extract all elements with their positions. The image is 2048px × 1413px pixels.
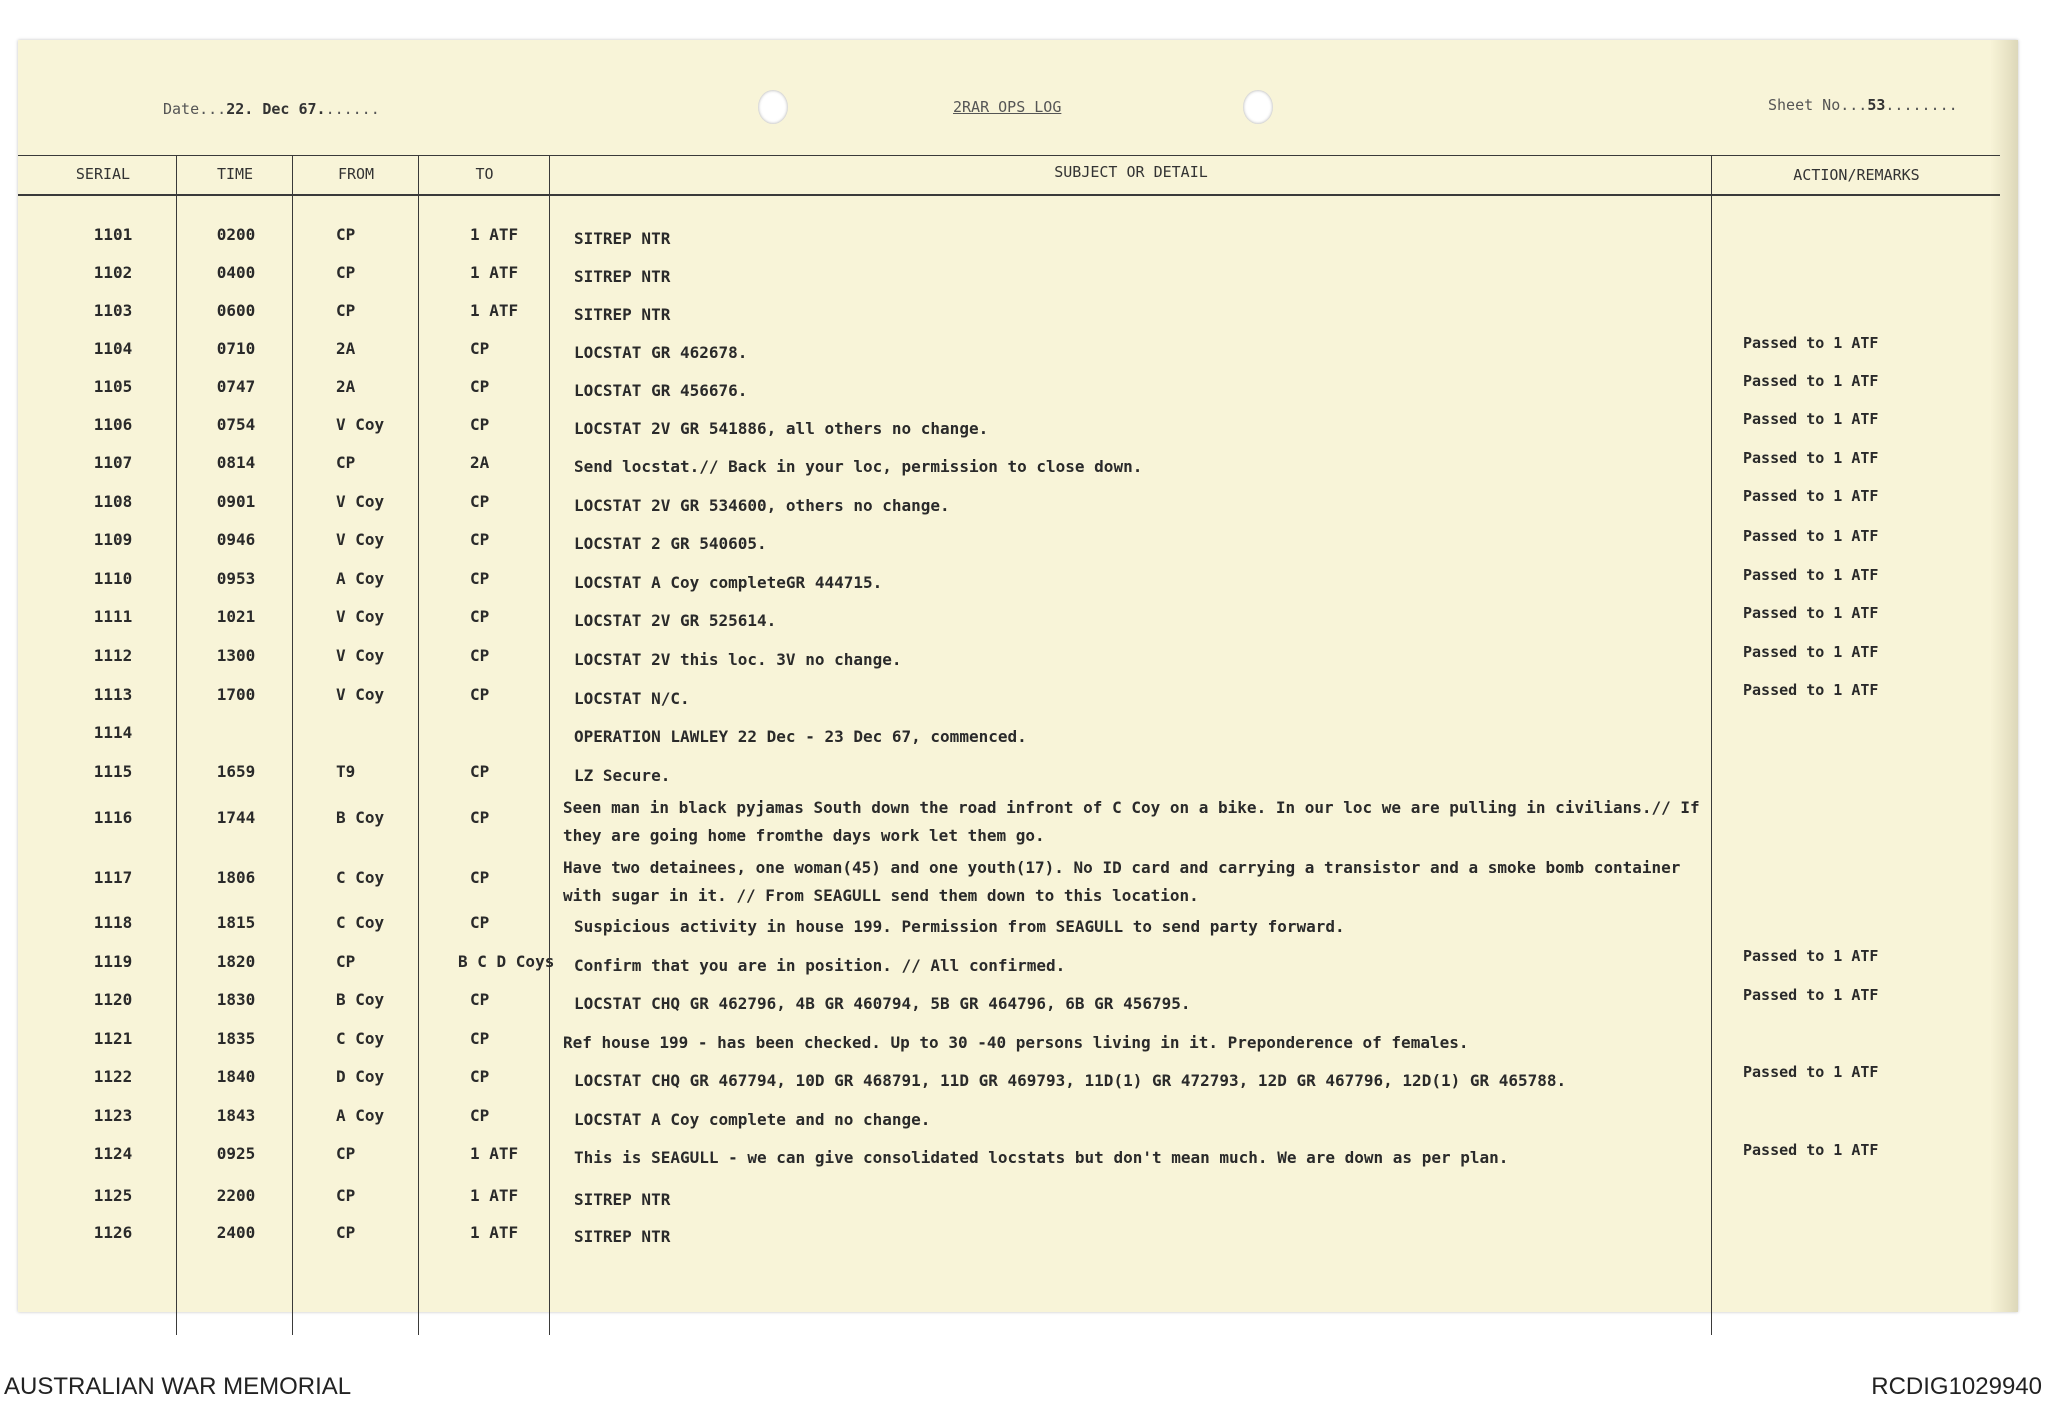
divider-from <box>418 155 419 1335</box>
serial-cell: 1125 <box>93 1186 133 1205</box>
serial-cell: 1109 <box>93 530 133 549</box>
punch-hole-left <box>758 90 788 124</box>
from-cell: CP <box>336 1223 356 1242</box>
time-cell: 1300 <box>216 646 256 665</box>
action-cell: Passed to 1 ATF <box>1743 487 1879 505</box>
to-cell: CP <box>470 607 490 626</box>
time-cell: 1021 <box>216 607 256 626</box>
serial-cell: 1115 <box>93 762 133 781</box>
subject-cell: LOCSTAT 2 GR 540605. <box>574 534 767 553</box>
subject-cell: LOCSTAT 2V GR 525614. <box>574 611 777 630</box>
to-cell: CP <box>470 868 490 887</box>
time-cell: 1835 <box>216 1029 256 1048</box>
subject-cell: Ref house 199 - has been checked. Up to 30 -40 persons living in it. Preponderence of females. <box>563 1033 1469 1052</box>
to-cell: CP <box>470 415 490 434</box>
to-cell: B C D Coys <box>458 952 555 971</box>
to-cell: 1 ATF <box>470 1186 519 1205</box>
divider-to <box>549 155 550 1335</box>
serial-cell: 1110 <box>93 569 133 588</box>
divider-serial <box>176 155 177 1335</box>
subject-cell: SITREP NTR <box>574 1190 671 1209</box>
to-cell: 1 ATF <box>470 1144 519 1163</box>
from-cell: V Coy <box>336 530 385 549</box>
action-cell: Passed to 1 ATF <box>1743 1141 1879 1159</box>
col-time: TIME <box>216 165 254 183</box>
to-cell: 1 ATF <box>470 263 519 282</box>
from-cell: 2A <box>336 377 356 396</box>
time-cell: 1700 <box>216 685 256 704</box>
col-to: TO <box>475 165 494 183</box>
header-top-rule <box>18 155 2000 156</box>
from-cell: D Coy <box>336 1067 385 1086</box>
footer-credit: AUSTRALIAN WAR MEMORIAL <box>4 1373 352 1400</box>
to-cell: 1 ATF <box>470 225 519 244</box>
from-cell: CP <box>336 225 356 244</box>
to-cell: CP <box>470 569 490 588</box>
to-cell: CP <box>470 646 490 665</box>
serial-cell: 1104 <box>93 339 133 358</box>
action-cell: Passed to 1 ATF <box>1743 410 1879 428</box>
serial-cell: 1124 <box>93 1144 133 1163</box>
to-cell: CP <box>470 1106 490 1125</box>
sheet-edge-shadow <box>1990 40 2018 1312</box>
time-cell: 0747 <box>216 377 256 396</box>
punch-hole-right <box>1243 90 1273 124</box>
col-serial: SERIAL <box>75 165 131 183</box>
from-cell: B Coy <box>336 808 385 827</box>
action-cell: Passed to 1 ATF <box>1743 643 1879 661</box>
to-cell: 1 ATF <box>470 1223 519 1242</box>
col-subject: SUBJECT OR DETAIL <box>1054 163 1208 181</box>
from-cell: CP <box>336 1186 356 1205</box>
to-cell: CP <box>470 530 490 549</box>
action-cell: Passed to 1 ATF <box>1743 681 1879 699</box>
time-cell: 1843 <box>216 1106 256 1125</box>
action-cell: Passed to 1 ATF <box>1743 604 1879 622</box>
subject-cell: SITREP NTR <box>574 305 671 324</box>
serial-cell: 1102 <box>93 263 133 282</box>
subject-cell: LOCSTAT N/C. <box>574 689 690 708</box>
from-cell: V Coy <box>336 646 385 665</box>
log-sheet <box>18 40 2018 1312</box>
date-value: 22. Dec 67. <box>226 100 326 118</box>
subject-cell: Suspicious activity in house 199. Permission from SEAGULL to send party forward. <box>574 917 1345 936</box>
subject-cell: LOCSTAT CHQ GR 467794, 10D GR 468791, 11D GR 469793, 11D(1) GR 472793, 12D GR 467796, 12D(1) GR 465788. <box>574 1071 1567 1090</box>
time-cell: 1815 <box>216 913 256 932</box>
subject-cell: LOCSTAT 2V GR 534600, others no change. <box>574 496 950 515</box>
col-from: FROM <box>337 165 375 183</box>
time-cell: 1806 <box>216 868 256 887</box>
action-cell: Passed to 1 ATF <box>1743 527 1879 545</box>
from-cell: V Coy <box>336 415 385 434</box>
to-cell: CP <box>470 685 490 704</box>
serial-cell: 1122 <box>93 1067 133 1086</box>
subject-cell: LOCSTAT 2V this loc. 3V no change. <box>574 650 902 669</box>
time-cell: 0754 <box>216 415 256 434</box>
footer-id: RCDIG1029940 <box>1871 1373 2042 1400</box>
subject-cell: LOCSTAT CHQ GR 462796, 4B GR 460794, 5B GR 464796, 6B GR 456795. <box>574 994 1191 1013</box>
time-cell: 2400 <box>216 1223 256 1242</box>
serial-cell: 1117 <box>93 868 133 887</box>
to-cell: CP <box>470 1067 490 1086</box>
from-cell: 2A <box>336 339 356 358</box>
from-cell: T9 <box>336 762 356 781</box>
from-cell: CP <box>336 453 356 472</box>
date-label: Date... <box>163 100 227 118</box>
to-cell: CP <box>470 913 490 932</box>
sheet-label: Sheet No... <box>1768 96 1868 114</box>
time-cell: 0400 <box>216 263 256 282</box>
from-cell: C Coy <box>336 913 385 932</box>
serial-cell: 1118 <box>93 913 133 932</box>
serial-cell: 1105 <box>93 377 133 396</box>
to-cell: CP <box>470 377 490 396</box>
serial-cell: 1113 <box>93 685 133 704</box>
subject-cell: SITREP NTR <box>574 1227 671 1246</box>
action-cell: Passed to 1 ATF <box>1743 449 1879 467</box>
serial-cell: 1120 <box>93 990 133 1009</box>
from-cell: CP <box>336 952 356 971</box>
time-cell: 0200 <box>216 225 256 244</box>
time-cell: 0901 <box>216 492 256 511</box>
serial-cell: 1103 <box>93 301 133 320</box>
subject-cell: LOCSTAT A Coy complete and no change. <box>574 1110 931 1129</box>
from-cell: V Coy <box>336 492 385 511</box>
subject-cell: SITREP NTR <box>574 267 671 286</box>
from-cell: V Coy <box>336 607 385 626</box>
serial-cell: 1116 <box>93 808 133 827</box>
from-cell: A Coy <box>336 569 385 588</box>
action-cell: Passed to 1 ATF <box>1743 947 1879 965</box>
date-field: Date...22. Dec 67....... <box>163 100 380 118</box>
serial-cell: 1123 <box>93 1106 133 1125</box>
serial-cell: 1112 <box>93 646 133 665</box>
subject-cell: Confirm that you are in position. // All confirmed. <box>574 956 1066 975</box>
sheet-value: 53 <box>1867 96 1886 114</box>
from-cell: C Coy <box>336 868 385 887</box>
time-cell: 0946 <box>216 530 256 549</box>
serial-cell: 1108 <box>93 492 133 511</box>
to-cell: CP <box>470 339 490 358</box>
action-cell: Passed to 1 ATF <box>1743 1063 1879 1081</box>
from-cell: B Coy <box>336 990 385 1009</box>
subject-cell: Send locstat.// Back in your loc, permission to close down. <box>574 457 1143 476</box>
time-cell: 2200 <box>216 1186 256 1205</box>
action-cell: Passed to 1 ATF <box>1743 986 1879 1004</box>
to-cell: CP <box>470 1029 490 1048</box>
from-cell: CP <box>336 301 356 320</box>
serial-cell: 1111 <box>93 607 133 626</box>
to-cell: CP <box>470 990 490 1009</box>
to-cell: CP <box>470 492 490 511</box>
serial-cell: 1119 <box>93 952 133 971</box>
time-cell: 1820 <box>216 952 256 971</box>
from-cell: V Coy <box>336 685 385 704</box>
sheet-number-field: Sheet No...53........ <box>1768 96 1958 114</box>
subject-cell: LOCSTAT GR 462678. <box>574 343 748 362</box>
action-cell: Passed to 1 ATF <box>1743 566 1879 584</box>
subject-cell: LOCSTAT GR 456676. <box>574 381 748 400</box>
serial-cell: 1101 <box>93 225 133 244</box>
subject-cell: This is SEAGULL - we can give consolidated locstats but don't mean much. We are down as per plan. <box>574 1148 1509 1167</box>
time-cell: 1659 <box>216 762 256 781</box>
to-cell: 2A <box>470 453 490 472</box>
from-cell: A Coy <box>336 1106 385 1125</box>
to-cell: CP <box>470 808 490 827</box>
subject-cell: Seen man in black pyjamas South down the road infront of C Coy on a bike. In our loc we are pulling in civilians.// If they are going home fromthe days work let them go. <box>563 798 1700 845</box>
col-action: ACTION/REMARKS <box>1793 166 1920 184</box>
serial-cell: 1106 <box>93 415 133 434</box>
serial-cell: 1107 <box>93 453 133 472</box>
subject-cell: Have two detainees, one woman(45) and one youth(17). No ID card and carrying a transistor and a smoke bomb container with sugar in it. // From SEAGULL send them down to this location. <box>563 858 1681 905</box>
header-bottom-rule <box>18 194 2000 196</box>
serial-cell: 1126 <box>93 1223 133 1242</box>
from-cell: CP <box>336 1144 356 1163</box>
action-cell: Passed to 1 ATF <box>1743 334 1879 352</box>
subject-cell: LOCSTAT 2V GR 541886, all others no change. <box>574 419 989 438</box>
time-cell: 0710 <box>216 339 256 358</box>
from-cell: CP <box>336 263 356 282</box>
time-cell: 0814 <box>216 453 256 472</box>
to-cell: CP <box>470 762 490 781</box>
log-title: 2RAR OPS LOG <box>953 98 1062 116</box>
time-cell: 0953 <box>216 569 256 588</box>
serial-cell: 1114 <box>93 723 133 742</box>
subject-cell: SITREP NTR <box>574 229 671 248</box>
time-cell: 1830 <box>216 990 256 1009</box>
time-cell: 1744 <box>216 808 256 827</box>
from-cell: C Coy <box>336 1029 385 1048</box>
action-cell: Passed to 1 ATF <box>1743 372 1879 390</box>
subject-cell: LOCSTAT A Coy completeGR 444715. <box>574 573 883 592</box>
time-cell: 0925 <box>216 1144 256 1163</box>
subject-cell: LZ Secure. <box>574 766 671 785</box>
serial-cell: 1121 <box>93 1029 133 1048</box>
time-cell: 1840 <box>216 1067 256 1086</box>
time-cell: 0600 <box>216 301 256 320</box>
to-cell: 1 ATF <box>470 301 519 320</box>
subject-cell: OPERATION LAWLEY 22 Dec - 23 Dec 67, commenced. <box>574 727 1027 746</box>
